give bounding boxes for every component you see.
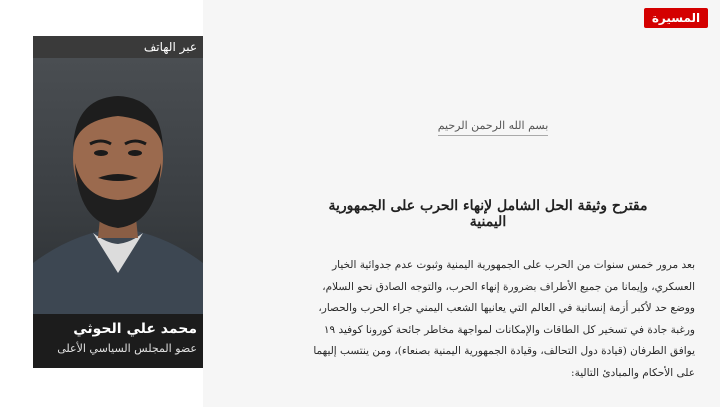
document-line: يوافق الطرفان (قيادة دول التحالف، وقيادة الجمهورية اليمنية بصنعاء)، ومن ينتسب إليهما xyxy=(313,345,695,357)
channel-logo: المسيرة xyxy=(644,8,708,28)
phone-label: عبر الهاتف xyxy=(33,36,203,58)
document-line: بعد مرور خمس سنوات من الحرب على الجمهورية اليمنية وثبوت عدم جدوائية الخيار xyxy=(332,259,695,271)
caller-title: عضو المجلس السياسي الأعلى xyxy=(57,342,197,355)
caller-portrait-icon xyxy=(33,58,203,314)
document-line: ورغبة جادة في تسخير كل الطاقات والإمكانات لمواجهة مخاطر جائحة كورونا كوفيد ١٩ xyxy=(323,323,695,336)
document-line: العسكري، وإيمانا من جميع الأطراف بضرورة إنهاء الحرب، والتوجه الصادق نحو السلام، xyxy=(322,280,695,293)
document-panel xyxy=(203,0,720,407)
document-title: مقترح وثيقة الحل الشامل لإنهاء الحرب على الجمهورية اليمنية xyxy=(328,198,648,230)
caller-photo xyxy=(33,58,203,314)
document-line: ووضع حد لأكبر أزمة إنسانية في العالم التي يعانيها الشعب اليمني جراء الحرب والحصار، xyxy=(318,302,695,314)
basmala-divider xyxy=(438,135,548,136)
document-line: على الأحكام والمبادئ التالية: xyxy=(571,366,695,379)
caller-panel xyxy=(0,0,203,407)
caller-name-box xyxy=(33,314,203,368)
basmala: بسم الله الرحمن الرحيم xyxy=(437,119,549,132)
document-body xyxy=(293,255,695,384)
caller-name: محمد علي الحوثي xyxy=(73,321,197,337)
